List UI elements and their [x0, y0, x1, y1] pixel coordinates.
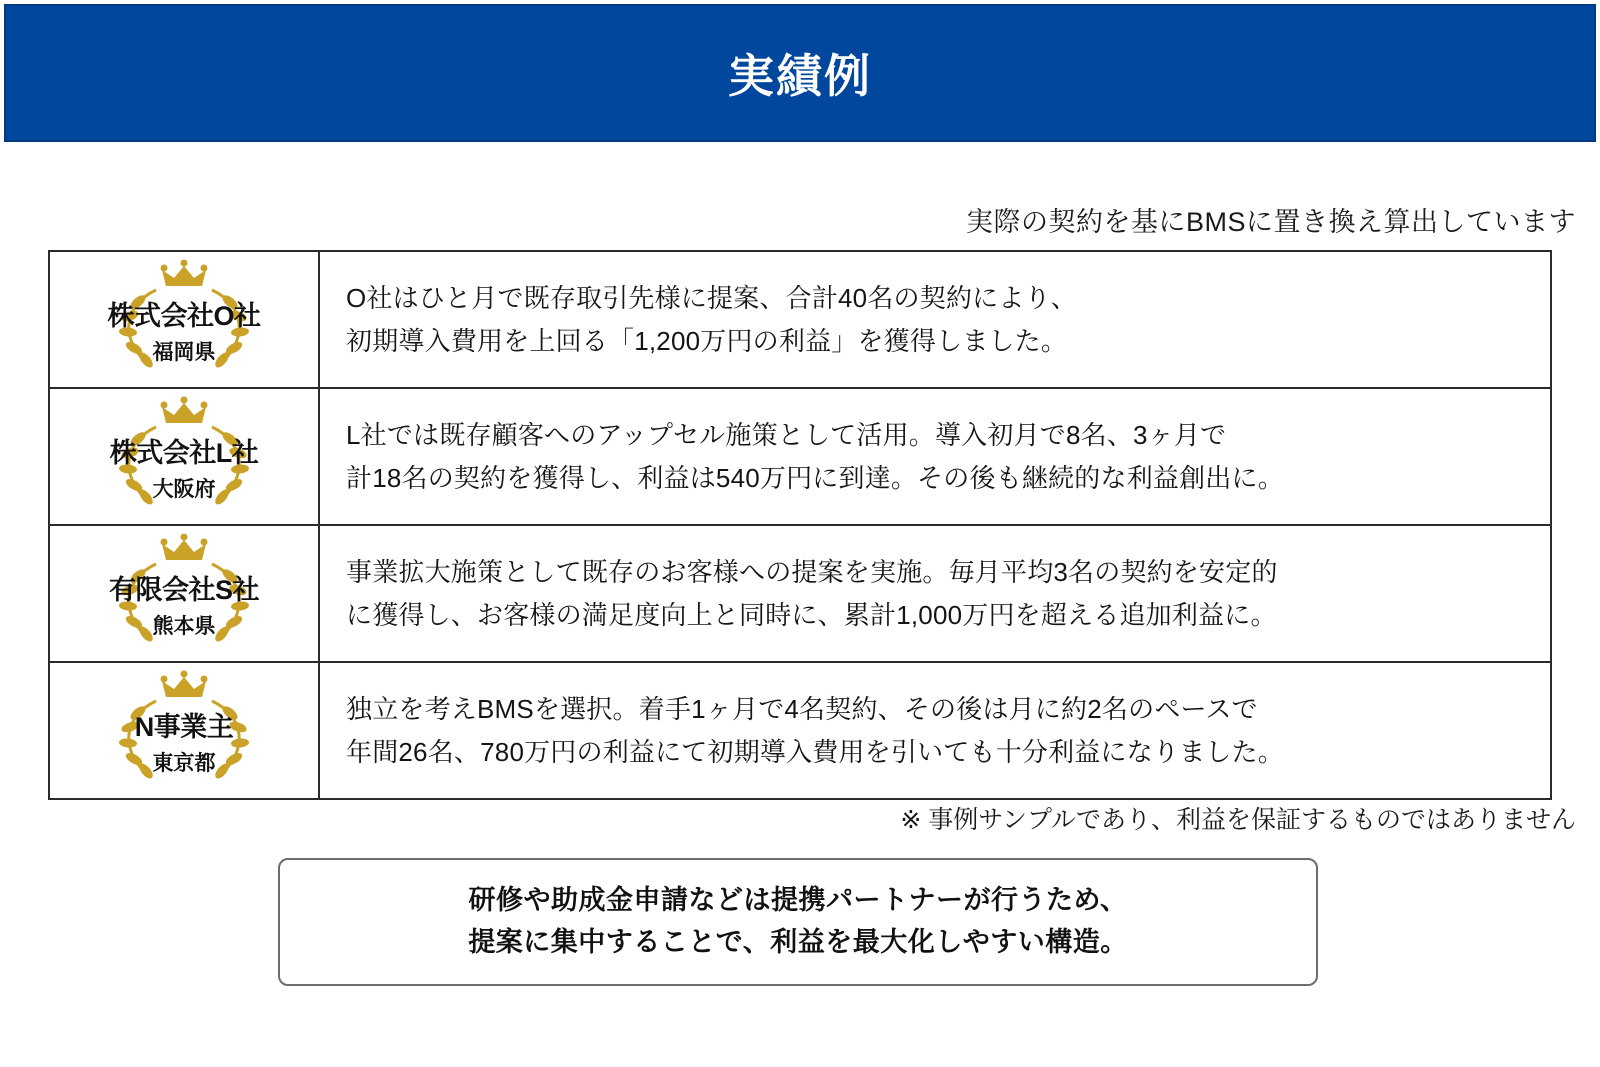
table-row [49, 662, 1551, 799]
company-cell [49, 251, 319, 388]
case-description [319, 251, 1551, 388]
company-cell [49, 388, 319, 525]
company-name: 株式会社O社 [107, 301, 261, 331]
lead-note: 実際の契約を基にBMSに置き換え算出しています [965, 207, 1576, 237]
crown-laurel-icon [86, 258, 282, 376]
company-name: 有限会社S社 [108, 575, 259, 605]
case-description [319, 388, 1551, 525]
description-line: 事業拡大施策として既存のお客様への提案を実施。毎月平均3名の契約を安定的 [346, 557, 1278, 588]
company-prefecture: 福岡県 [152, 341, 216, 364]
table-row [49, 525, 1551, 662]
crown-laurel-icon [86, 395, 282, 513]
page-title: 実績例 [728, 50, 872, 102]
company-cell [49, 662, 319, 799]
description-line: 初期導入費用を上回る「1,200万円の利益」を獲得しました。 [346, 325, 1068, 356]
footnote: ※ 事例サンプルであり、利益を保証するものではありません [900, 806, 1576, 834]
table-row [49, 251, 1551, 388]
company-prefecture: 熊本県 [152, 615, 216, 638]
summary-line-1: 研修や助成金申請などは提携パートナーが行うため、 [468, 885, 1128, 916]
summary-line-2: 提案に集中することで、利益を最大化しやすい構造。 [468, 927, 1128, 957]
crown-laurel-icon [86, 669, 282, 787]
company-name: N事業主 [134, 712, 234, 742]
description-line: 独立を考えBMSを選択。着手1ヶ月で4名契約、その後は月に約2名のペースで [346, 694, 1258, 725]
description-line: L社では既存顧客へのアップセル施策として活用。導入初月で8名、3ヶ月で [346, 420, 1227, 451]
company-cell [49, 525, 319, 662]
summary-box [278, 858, 1318, 986]
company-prefecture: 大阪府 [152, 478, 216, 501]
description-line: O社はひと月で既存取引先様に提案、合計40名の契約により、 [346, 283, 1077, 314]
case-description [319, 525, 1551, 662]
table-row [49, 388, 1551, 525]
company-prefecture: 東京都 [152, 752, 216, 775]
cases-table [48, 250, 1552, 800]
description-line: 年間26名、780万円の利益にて初期導入費用を引いても十分利益になりました。 [346, 736, 1284, 767]
description-line: 計18名の契約を獲得し、利益は540万円に到達。その後も継続的な利益創出に。 [346, 462, 1284, 493]
crown-laurel-icon [86, 532, 282, 650]
company-name: 株式会社L社 [109, 438, 259, 468]
case-description [319, 662, 1551, 799]
header-banner [4, 4, 1596, 142]
description-line: に獲得し、お客様の満足度向上と同時に、累計1,000万円を超える追加利益に。 [346, 599, 1277, 630]
